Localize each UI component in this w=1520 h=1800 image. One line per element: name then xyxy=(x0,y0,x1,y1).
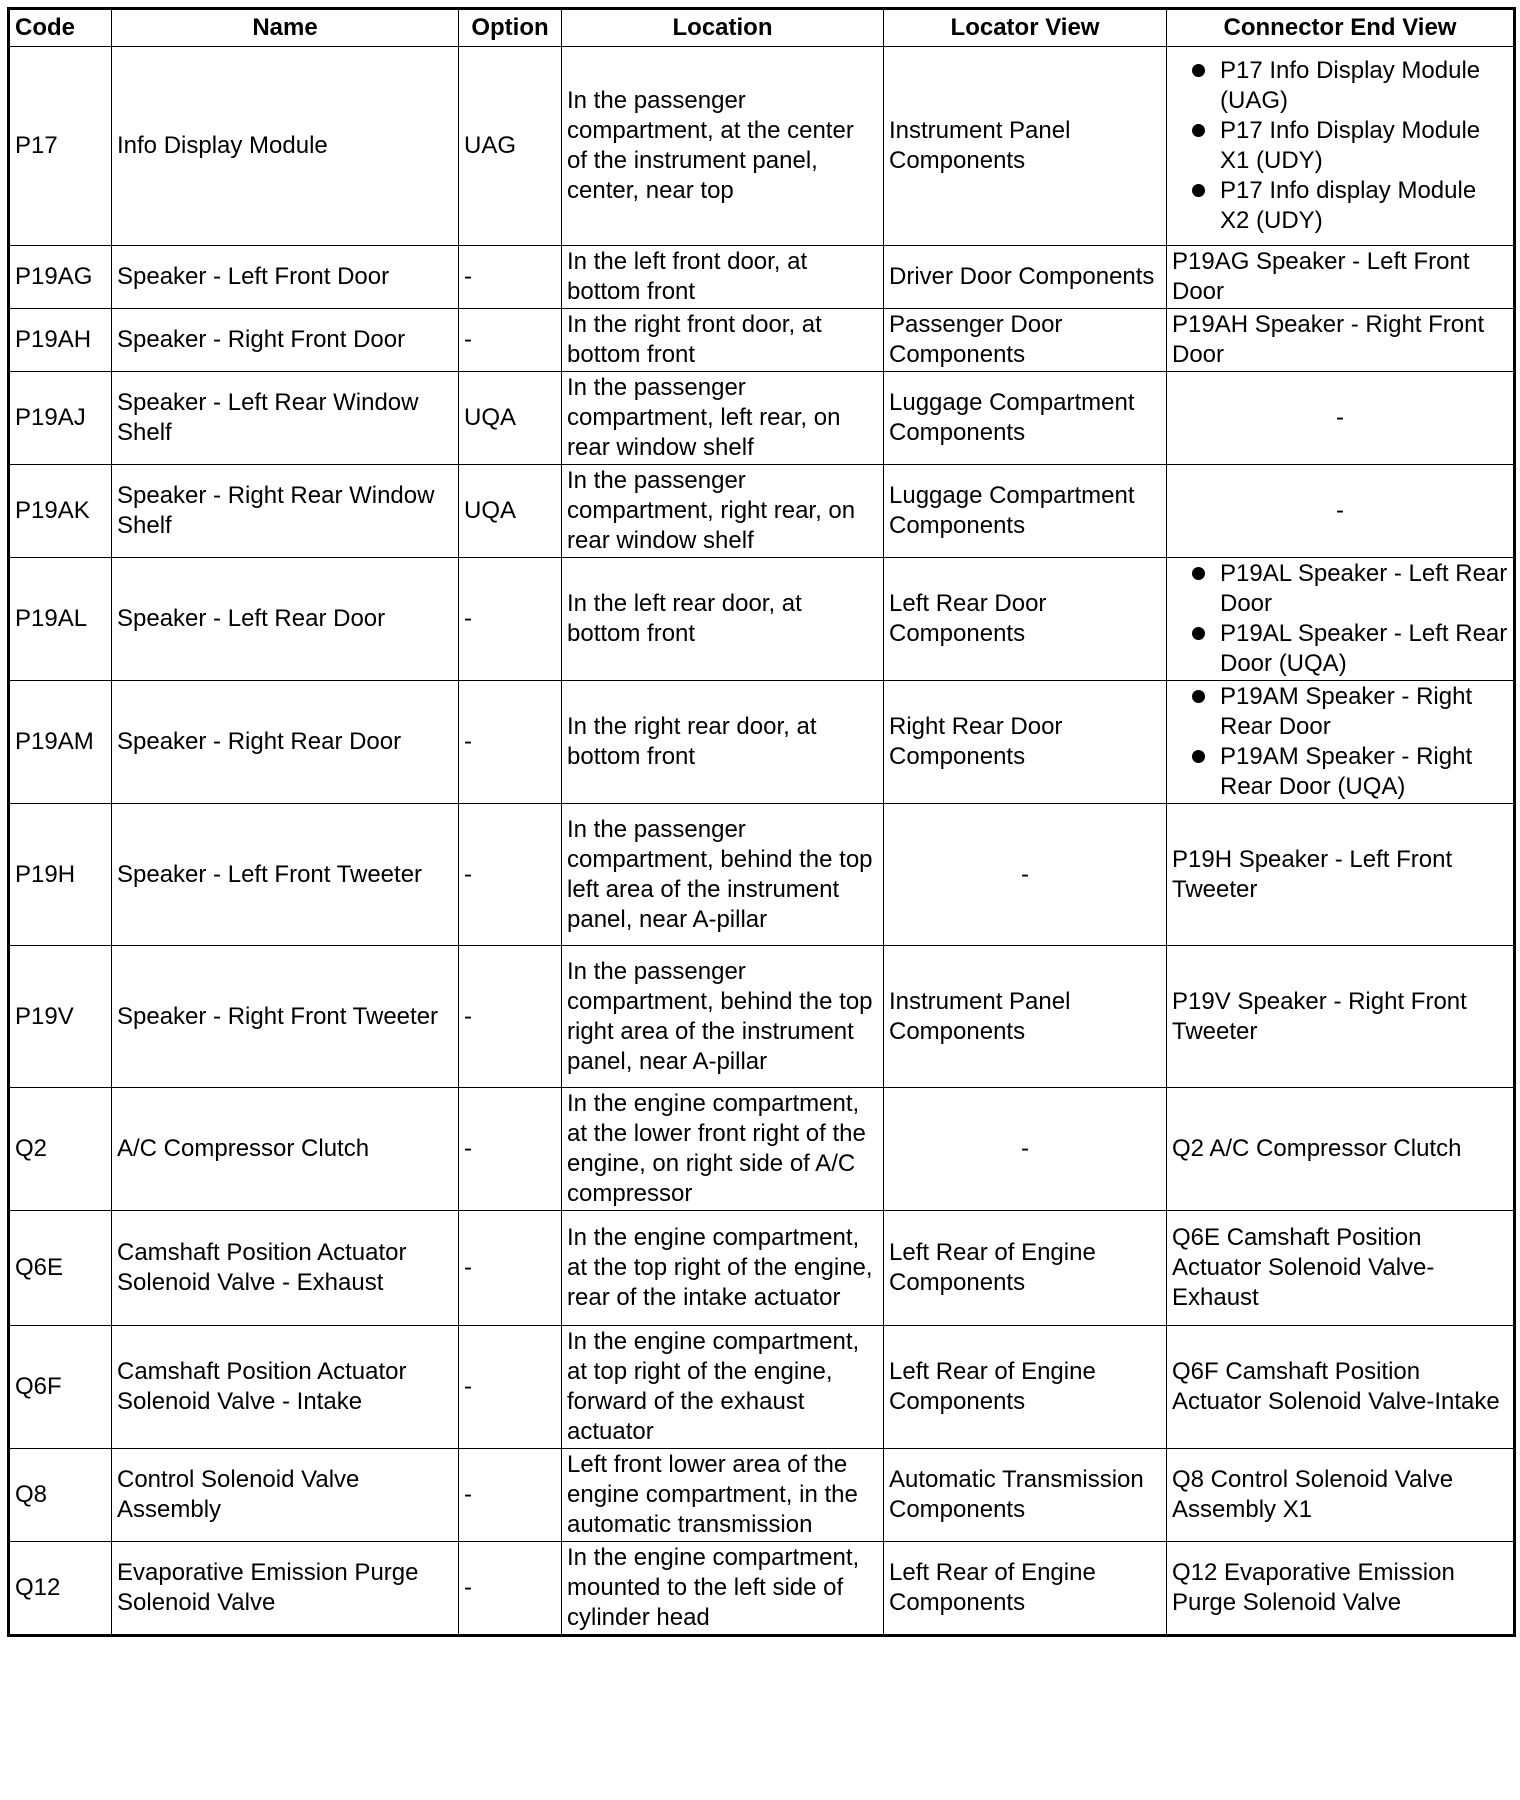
cell-location: In the passenger compartment, left rear, on rear window shelf xyxy=(562,372,884,465)
cell-code: P17 xyxy=(9,47,112,246)
cell-name: Speaker - Right Rear Door xyxy=(112,681,459,804)
cell-locator-view: Right Rear Door Components xyxy=(884,681,1167,804)
connector-list-item-label: P17 Info Display Module (UAG) xyxy=(1220,57,1481,114)
cell-location: In the engine compartment, mounted to the left side of cylinder head xyxy=(562,1542,884,1636)
cell-option: UQA xyxy=(459,465,562,558)
cell-connector-end-view: P19AH Speaker - Right Front Door xyxy=(1167,309,1515,372)
cell-locator-view: Instrument Panel Components xyxy=(884,946,1167,1088)
cell-option: - xyxy=(459,946,562,1088)
cell-location: In the passenger compartment, behind the top left area of the instrument panel, near A-pillar xyxy=(562,804,884,946)
cell-connector-end-view: Q12 Evaporative Emission Purge Solenoid Valve xyxy=(1167,1542,1515,1636)
cell-name: Info Display Module xyxy=(112,47,459,246)
cell-connector-end-view: P19H Speaker - Left Front Tweeter xyxy=(1167,804,1515,946)
cell-location: In the passenger compartment, at the center of the instrument panel, center, near top xyxy=(562,47,884,246)
bullet-icon xyxy=(1192,690,1205,703)
header-location: Location xyxy=(562,9,884,47)
bullet-icon xyxy=(1192,64,1205,77)
connector-list-item xyxy=(1172,56,1508,116)
cell-option: - xyxy=(459,558,562,681)
cell-connector-end-view: P19AG Speaker - Left Front Door xyxy=(1167,246,1515,309)
table-body xyxy=(9,47,1515,1636)
table-row xyxy=(9,309,1515,372)
cell-name: Speaker - Right Rear Window Shelf xyxy=(112,465,459,558)
table-row xyxy=(9,681,1515,804)
cell-location: In the right rear door, at bottom front xyxy=(562,681,884,804)
cell-connector-end-view: Q6F Camshaft Position Actuator Solenoid Valve-Intake xyxy=(1167,1326,1515,1449)
cell-code: Q6F xyxy=(9,1326,112,1449)
cell-locator-view: - xyxy=(884,1088,1167,1211)
cell-code: P19AK xyxy=(9,465,112,558)
cell-name: A/C Compressor Clutch xyxy=(112,1088,459,1211)
cell-location: In the right front door, at bottom front xyxy=(562,309,884,372)
table-row xyxy=(9,246,1515,309)
table-row xyxy=(9,47,1515,246)
cell-name: Evaporative Emission Purge Solenoid Valve xyxy=(112,1542,459,1636)
cell-location: In the engine compartment, at top right of the engine, forward of the exhaust actuator xyxy=(562,1326,884,1449)
cell-locator-view: Left Rear of Engine Components xyxy=(884,1326,1167,1449)
connector-list-item xyxy=(1172,682,1508,742)
cell-locator-view: Automatic Transmission Components xyxy=(884,1449,1167,1542)
table-row xyxy=(9,1088,1515,1211)
cell-code: P19AG xyxy=(9,246,112,309)
cell-location: In the left front door, at bottom front xyxy=(562,246,884,309)
table-row xyxy=(9,372,1515,465)
cell-connector-end-view: - xyxy=(1167,465,1515,558)
table-row xyxy=(9,558,1515,681)
connector-list-item-label: P19AM Speaker - Right Rear Door xyxy=(1220,683,1473,740)
cell-option: - xyxy=(459,309,562,372)
cell-connector-end-view xyxy=(1167,558,1515,681)
connector-list xyxy=(1172,682,1508,802)
cell-locator-view: Left Rear of Engine Components xyxy=(884,1542,1167,1636)
cell-code: P19V xyxy=(9,946,112,1088)
cell-connector-end-view: P19V Speaker - Right Front Tweeter xyxy=(1167,946,1515,1088)
cell-name: Speaker - Right Front Tweeter xyxy=(112,946,459,1088)
table-row xyxy=(9,465,1515,558)
bullet-icon xyxy=(1192,184,1205,197)
cell-locator-view: Instrument Panel Components xyxy=(884,47,1167,246)
cell-location: In the left rear door, at bottom front xyxy=(562,558,884,681)
cell-locator-view: Left Rear Door Components xyxy=(884,558,1167,681)
cell-name: Speaker - Left Rear Window Shelf xyxy=(112,372,459,465)
cell-option: - xyxy=(459,804,562,946)
cell-name: Speaker - Right Front Door xyxy=(112,309,459,372)
cell-code: Q2 xyxy=(9,1088,112,1211)
cell-name: Camshaft Position Actuator Solenoid Valve - Intake xyxy=(112,1326,459,1449)
connector-list xyxy=(1172,559,1508,679)
header-locator-view: Locator View xyxy=(884,9,1167,47)
header-connector-end-view: Connector End View xyxy=(1167,9,1515,47)
table-row xyxy=(9,804,1515,946)
connector-list-item-label: P17 Info display Module X2 (UDY) xyxy=(1220,177,1477,234)
cell-connector-end-view: - xyxy=(1167,372,1515,465)
connector-list-item-label: P19AM Speaker - Right Rear Door (UQA) xyxy=(1220,743,1473,800)
connector-list-item-label: P19AL Speaker - Left Rear Door xyxy=(1220,560,1508,617)
connector-list-item xyxy=(1172,619,1508,679)
cell-name: Control Solenoid Valve Assembly xyxy=(112,1449,459,1542)
cell-name: Speaker - Left Front Door xyxy=(112,246,459,309)
table-row xyxy=(9,1326,1515,1449)
cell-code: P19AH xyxy=(9,309,112,372)
cell-locator-view: - xyxy=(884,804,1167,946)
header-option: Option xyxy=(459,9,562,47)
connector-list-item-label: P17 Info Display Module X1 (UDY) xyxy=(1220,117,1481,174)
cell-option: - xyxy=(459,246,562,309)
cell-option: - xyxy=(459,1211,562,1326)
table-row xyxy=(9,1211,1515,1326)
header-code: Code xyxy=(9,9,112,47)
cell-name: Speaker - Left Rear Door xyxy=(112,558,459,681)
cell-option: - xyxy=(459,1088,562,1211)
cell-code: P19AJ xyxy=(9,372,112,465)
cell-name: Speaker - Left Front Tweeter xyxy=(112,804,459,946)
cell-locator-view: Left Rear of Engine Components xyxy=(884,1211,1167,1326)
table-row xyxy=(9,946,1515,1088)
cell-option: - xyxy=(459,1326,562,1449)
bullet-icon xyxy=(1192,627,1205,640)
cell-code: P19AL xyxy=(9,558,112,681)
connector-list-item xyxy=(1172,116,1508,176)
cell-code: Q8 xyxy=(9,1449,112,1542)
cell-option: - xyxy=(459,1449,562,1542)
cell-option: UQA xyxy=(459,372,562,465)
cell-option: UAG xyxy=(459,47,562,246)
cell-connector-end-view: Q6E Camshaft Position Actuator Solenoid Valve-Exhaust xyxy=(1167,1211,1515,1326)
cell-connector-end-view xyxy=(1167,47,1515,246)
table-header-row xyxy=(9,9,1515,47)
connector-list-item xyxy=(1172,742,1508,802)
bullet-icon xyxy=(1192,567,1205,580)
cell-connector-end-view xyxy=(1167,681,1515,804)
table-row xyxy=(9,1542,1515,1636)
table-row xyxy=(9,1449,1515,1542)
connector-list xyxy=(1172,56,1508,236)
cell-connector-end-view: Q2 A/C Compressor Clutch xyxy=(1167,1088,1515,1211)
cell-option: - xyxy=(459,1542,562,1636)
cell-locator-view: Luggage Compartment Components xyxy=(884,465,1167,558)
connector-list-item-label: P19AL Speaker - Left Rear Door (UQA) xyxy=(1220,620,1508,677)
cell-connector-end-view: Q8 Control Solenoid Valve Assembly X1 xyxy=(1167,1449,1515,1542)
cell-location: In the engine compartment, at the lower front right of the engine, on right side of A/C compressor xyxy=(562,1088,884,1211)
bullet-icon xyxy=(1192,750,1205,763)
connector-list-item xyxy=(1172,559,1508,619)
cell-code: P19AM xyxy=(9,681,112,804)
cell-option: - xyxy=(459,681,562,804)
cell-location: In the passenger compartment, right rear, on rear window shelf xyxy=(562,465,884,558)
connector-list-item xyxy=(1172,176,1508,236)
bullet-icon xyxy=(1192,124,1205,137)
header-name: Name xyxy=(112,9,459,47)
cell-location: Left front lower area of the engine compartment, in the automatic transmission xyxy=(562,1449,884,1542)
cell-location: In the passenger compartment, behind the top right area of the instrument panel, near A-pillar xyxy=(562,946,884,1088)
cell-code: Q6E xyxy=(9,1211,112,1326)
component-locator-table xyxy=(7,7,1516,1637)
cell-locator-view: Driver Door Components xyxy=(884,246,1167,309)
cell-code: P19H xyxy=(9,804,112,946)
cell-locator-view: Luggage Compartment Components xyxy=(884,372,1167,465)
cell-location: In the engine compartment, at the top right of the engine, rear of the intake actuator xyxy=(562,1211,884,1326)
cell-name: Camshaft Position Actuator Solenoid Valve - Exhaust xyxy=(112,1211,459,1326)
cell-code: Q12 xyxy=(9,1542,112,1636)
cell-locator-view: Passenger Door Components xyxy=(884,309,1167,372)
